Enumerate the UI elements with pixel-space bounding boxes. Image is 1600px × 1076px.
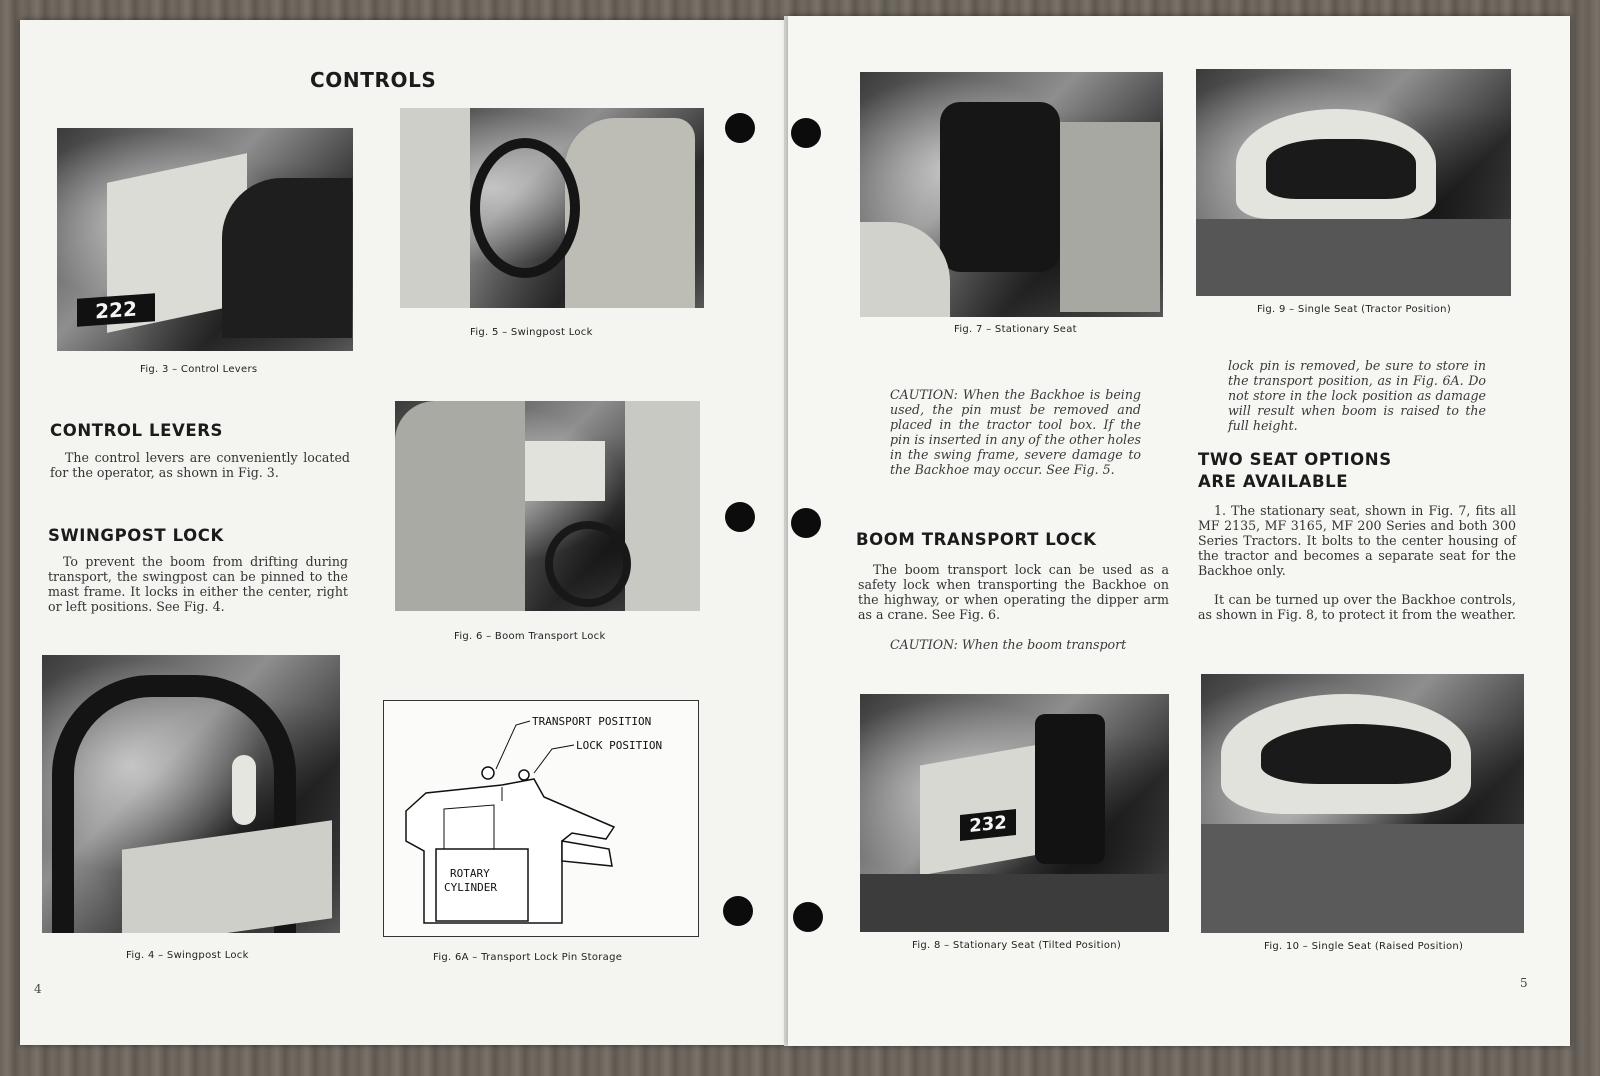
- right-page: [788, 16, 1570, 1046]
- fig5-photo: [400, 108, 704, 308]
- caution-swingpost: CAUTION: When the Backhoe is being used, the pin must be removed and placed in the tractor tool box. If the pin is inserted in any of the other holes in the swing frame, severe damage to the Backhoe may occur. See Fig. 5.: [890, 387, 1141, 477]
- fig5-caption: Fig. 5 – Swingpost Lock: [470, 327, 593, 338]
- binder-hole: [791, 118, 821, 148]
- control-levers-body: The control levers are conveniently located for the operator, as shown in Fig. 3.: [50, 450, 350, 480]
- fig7-photo: [860, 72, 1163, 317]
- caution-continued: lock pin is removed, be sure to store in the transport position, as in Fig. 6A. Do not store in the lock position as damage will result when boom is raised to the full height.: [1228, 358, 1486, 433]
- fig7-caption: Fig. 7 – Stationary Seat: [954, 324, 1077, 335]
- fig10-caption: Fig. 10 – Single Seat (Raised Position): [1264, 941, 1464, 952]
- binder-hole: [725, 502, 755, 532]
- fig6a-caption: Fig. 6A – Transport Lock Pin Storage: [433, 952, 623, 963]
- fig9-caption: Fig. 9 – Single Seat (Tractor Position): [1257, 304, 1452, 315]
- fig9-photo: [1196, 69, 1511, 296]
- fig6a-diagram: [383, 700, 699, 937]
- fig3-badge: 222: [77, 293, 155, 326]
- control-levers-heading: CONTROL LEVERS: [50, 421, 224, 440]
- page-number-left: 4: [34, 982, 42, 996]
- fig6-caption: Fig. 6 – Boom Transport Lock: [454, 631, 606, 642]
- rotary-label: ROTARY: [450, 867, 490, 880]
- binder-hole: [723, 896, 753, 926]
- binder-hole: [791, 508, 821, 538]
- left-page: [20, 20, 788, 1045]
- lock-position-label: LOCK POSITION: [576, 739, 663, 752]
- lock-assembly-drawing: [384, 701, 698, 936]
- boom-transport-caution: CAUTION: When the boom transport: [890, 637, 1127, 652]
- seat-options-para2: It can be turned up over the Backhoe controls, as shown in Fig. 8, to protect it from the weather.: [1198, 592, 1516, 622]
- seat-options-heading-line1: TWO SEAT OPTIONS: [1198, 450, 1392, 469]
- fig8-caption: Fig. 8 – Stationary Seat (Tilted Position): [912, 940, 1122, 951]
- swingpost-lock-body: To prevent the boom from drifting during transport, the swingpost can be pinned to the mast frame. It locks in either the center, right or left positions. See Fig. 4.: [48, 554, 348, 614]
- transport-position-label: TRANSPORT POSITION: [532, 715, 652, 728]
- swingpost-lock-heading: SWINGPOST LOCK: [48, 526, 224, 545]
- boom-transport-heading: BOOM TRANSPORT LOCK: [856, 530, 1097, 549]
- seat-options-para1: 1. The stationary seat, shown in Fig. 7, fits all MF 2135, MF 3165, MF 200 Series and both 300 Series Tractors. It bolts to the center housing of the tractor and becomes a separate seat for the Backhoe only.: [1198, 503, 1516, 578]
- page-title: CONTROLS: [310, 68, 437, 92]
- fig3-caption: Fig. 3 – Control Levers: [140, 364, 258, 375]
- cylinder-label: CYLINDER: [444, 881, 497, 894]
- fig8-photo: [860, 694, 1169, 932]
- boom-transport-body: The boom transport lock can be used as a safety lock when transporting the Backhoe on the highway, or when operating the dipper arm as a crane. See Fig. 6.: [858, 562, 1169, 622]
- fig8-badge: 232: [960, 809, 1016, 841]
- fig6-photo: [395, 401, 700, 611]
- fig4-caption: Fig. 4 – Swingpost Lock: [126, 950, 249, 961]
- seat-options-heading-line2: ARE AVAILABLE: [1198, 472, 1349, 491]
- page-number-right: 5: [1520, 976, 1528, 990]
- fig10-photo: [1201, 674, 1524, 933]
- fig4-photo: [42, 655, 340, 933]
- fig3-photo: [57, 128, 353, 351]
- binder-hole: [725, 113, 755, 143]
- binder-hole: [793, 902, 823, 932]
